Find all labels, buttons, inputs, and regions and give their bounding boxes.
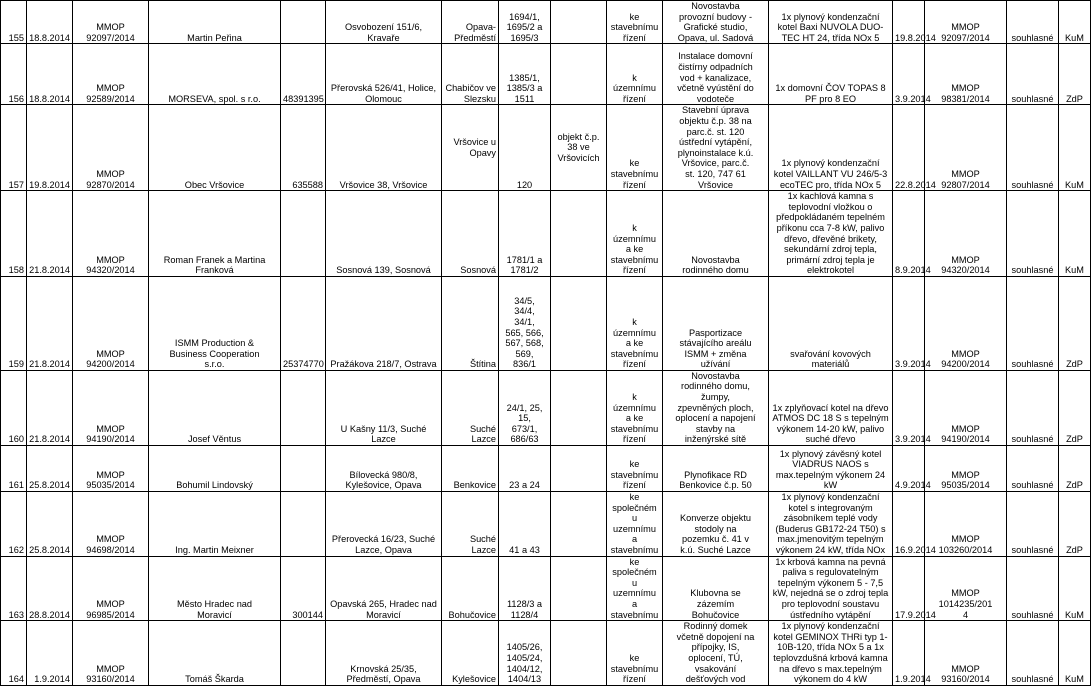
response-reference: MMOP 94320/2014 <box>925 191 1007 277</box>
procedure-type: ke společném u uzemnímu a stavebnímu <box>607 556 663 621</box>
opinion-status: souhlasné <box>1007 446 1059 492</box>
construction-subject: Klubovna se zázemím Bohučovice <box>663 556 769 621</box>
pollution-source: 1x plynový kondenzační kotel GEMINOX THRi typ 1- 10B-120, třída NOx 5 a 1x teplovzdušná krbová kamna na dřevo s max.tepelným výkonem do 4 kW <box>769 621 893 686</box>
opinion-status: souhlasné <box>1007 276 1059 370</box>
company-id: 48391395 <box>281 44 326 105</box>
row-number: 155 <box>1 1 27 44</box>
opinion-status: souhlasné <box>1007 370 1059 445</box>
date-received: 21.8.2014 <box>27 370 73 445</box>
pollution-source: 1x plynový závěsný kotel VIADRUS NAOS s max.tepelným výkonem 24 kW <box>769 446 893 492</box>
parcel-numbers: 1781/1 a 1781/2 <box>499 191 551 277</box>
parcel-numbers: 1128/3 a 1128/4 <box>499 556 551 621</box>
date-issued: 1.9.2014 <box>893 621 925 686</box>
table-row <box>1 1 1091 44</box>
table-row <box>1 621 1091 686</box>
pollution-source: 1x domovní ČOV TOPAS 8 PF pro 8 EO <box>769 44 893 105</box>
response-reference: MMOP 94190/2014 <box>925 370 1007 445</box>
officer-initials: KuM <box>1059 105 1091 191</box>
procedure-type: ke stavebnímu řízení <box>607 105 663 191</box>
date-issued: 3.9.2014 <box>893 276 925 370</box>
construction-subject: Rodinný domek včetně dopojení na přípojky, IS, oplocení, TÚ, vsakování dešťových vod <box>663 621 769 686</box>
table-row <box>1 492 1091 557</box>
table-row <box>1 191 1091 277</box>
response-reference: MMOP 95035/2014 <box>925 446 1007 492</box>
pollution-source: 1x plynový kondenzační kotel Baxi NUVOLA DUO- TEC HT 24, třída NOx 5 <box>769 1 893 44</box>
object-note <box>551 44 607 105</box>
date-received: 21.8.2014 <box>27 191 73 277</box>
object-note <box>551 446 607 492</box>
reference-number: MMOP 96985/2014 <box>73 556 149 621</box>
applicant-address: Krnovská 25/35, Předměstí, Opava <box>326 621 442 686</box>
construction-subject: Stavební úprava objektu č.p. 38 na parc.č. st. 120 ústřední vytápění, plynoinstalace k.ú. Vršovice, parc.č. st. 120, 747 61 Vršovice <box>663 105 769 191</box>
applicant-name: Bohumil Lindovský <box>149 446 281 492</box>
applicant-name: Ing. Martin Meixner <box>149 492 281 557</box>
row-number: 158 <box>1 191 27 277</box>
applicant-address: Bílovecká 980/8, Kylešovice, Opava <box>326 446 442 492</box>
reference-number: MMOP 93160/2014 <box>73 621 149 686</box>
pollution-source: 1x plynový kondenzační kotel VAILLANT VU 246/5-3 ecoTEC pro, třída NOx 5 <box>769 105 893 191</box>
procedure-type: ke stavebnímu řízení <box>607 1 663 44</box>
applicant-name: Roman Franek a Martina Franková <box>149 191 281 277</box>
cadastral-area: Suché Lazce <box>442 492 499 557</box>
reference-number: MMOP 92097/2014 <box>73 1 149 44</box>
construction-subject: Instalace domovní čistírny odpadních vod + kanalizace, včetně vyústění do vodoteče <box>663 44 769 105</box>
cadastral-area: Suché Lazce <box>442 370 499 445</box>
company-id <box>281 191 326 277</box>
response-reference: MMOP 92097/2014 <box>925 1 1007 44</box>
table-row <box>1 105 1091 191</box>
company-id <box>281 446 326 492</box>
date-issued: 3.9.2014 <box>893 44 925 105</box>
date-received: 1.9.2014 <box>27 621 73 686</box>
row-number: 157 <box>1 105 27 191</box>
company-id: 635588 <box>281 105 326 191</box>
date-received: 21.8.2014 <box>27 276 73 370</box>
opinion-status: souhlasné <box>1007 621 1059 686</box>
parcel-numbers: 120 <box>499 105 551 191</box>
applicant-address: Osvobození 151/6, Kravaře <box>326 1 442 44</box>
response-reference: MMOP 98381/2014 <box>925 44 1007 105</box>
row-number: 163 <box>1 556 27 621</box>
object-note <box>551 191 607 277</box>
procedure-type: ke společném u uzemnímu a stavebnímu <box>607 492 663 557</box>
company-id <box>281 370 326 445</box>
opinion-status: souhlasné <box>1007 492 1059 557</box>
officer-initials: ZdP <box>1059 446 1091 492</box>
applicant-address: U Kašny 11/3, Suché Lazce <box>326 370 442 445</box>
company-id <box>281 1 326 44</box>
response-reference: MMOP 93160/2014 <box>925 621 1007 686</box>
opinion-status: souhlasné <box>1007 556 1059 621</box>
date-received: 18.8.2014 <box>27 1 73 44</box>
opinion-status: souhlasné <box>1007 105 1059 191</box>
date-issued: 22.8.2014 <box>893 105 925 191</box>
company-id: 300144 <box>281 556 326 621</box>
applicant-name: MORSEVA, spol. s r.o. <box>149 44 281 105</box>
object-note: objekt č.p. 38 ve Vršovicích <box>551 105 607 191</box>
cadastral-area: Kylešovice <box>442 621 499 686</box>
reference-number: MMOP 94698/2014 <box>73 492 149 557</box>
applicant-name: Josef Věntus <box>149 370 281 445</box>
officer-initials: KuM <box>1059 556 1091 621</box>
opinion-status: souhlasné <box>1007 191 1059 277</box>
parcel-numbers: 24/1, 25, 15, 673/1, 686/63 <box>499 370 551 445</box>
response-reference: MMOP 1014235/201 4 <box>925 556 1007 621</box>
reference-number: MMOP 92870/2014 <box>73 105 149 191</box>
construction-subject: Novostavba rodinného domu, žumpy, zpevněných ploch, oplocení a napojení stavby na inženýrské sítě <box>663 370 769 445</box>
object-note <box>551 556 607 621</box>
date-received: 28.8.2014 <box>27 556 73 621</box>
applicant-name: Obec Vršovice <box>149 105 281 191</box>
officer-initials: KuM <box>1059 1 1091 44</box>
applicant-address: Pražákova 218/7, Ostrava <box>326 276 442 370</box>
row-number: 159 <box>1 276 27 370</box>
applicant-name: ISMM Production & Business Cooperation s.r.o. <box>149 276 281 370</box>
reference-number: MMOP 94200/2014 <box>73 276 149 370</box>
date-issued: 8.9.2014 <box>893 191 925 277</box>
officer-initials: ZdP <box>1059 44 1091 105</box>
date-issued: 19.8.2014 <box>893 1 925 44</box>
table-row <box>1 556 1091 621</box>
cadastral-area: Vršovice u Opavy <box>442 105 499 191</box>
cadastral-area: Sosnová <box>442 191 499 277</box>
procedure-type: ke stavebnímu řízení <box>607 446 663 492</box>
procedure-type: ke stavebnímu řízení <box>607 621 663 686</box>
object-note <box>551 276 607 370</box>
reference-number: MMOP 92589/2014 <box>73 44 149 105</box>
cadastral-area: Štítina <box>442 276 499 370</box>
parcel-numbers: 1694/1, 1695/2 a 1695/3 <box>499 1 551 44</box>
applicant-address: Vršovice 38, Vršovice <box>326 105 442 191</box>
response-reference: MMOP 103260/2014 <box>925 492 1007 557</box>
row-number: 160 <box>1 370 27 445</box>
reference-number: MMOP 94320/2014 <box>73 191 149 277</box>
officer-initials: KuM <box>1059 621 1091 686</box>
parcel-numbers: 41 a 43 <box>499 492 551 557</box>
row-number: 164 <box>1 621 27 686</box>
parcel-numbers: 1405/26, 1405/24, 1404/12, 1404/13 <box>499 621 551 686</box>
officer-initials: KuM <box>1059 191 1091 277</box>
table-row <box>1 370 1091 445</box>
row-number: 162 <box>1 492 27 557</box>
applicant-name: Martin Peřina <box>149 1 281 44</box>
construction-subject: Plynofikace RD Benkovice č.p. 50 <box>663 446 769 492</box>
object-note <box>551 621 607 686</box>
company-id: 25374770 <box>281 276 326 370</box>
opinion-status: souhlasné <box>1007 44 1059 105</box>
officer-initials: ZdP <box>1059 370 1091 445</box>
parcel-numbers: 34/5, 34/4, 34/1, 565, 566, 567, 568, 569, 836/1 <box>499 276 551 370</box>
cadastral-area: Benkovice <box>442 446 499 492</box>
table-row <box>1 446 1091 492</box>
date-received: 19.8.2014 <box>27 105 73 191</box>
company-id <box>281 492 326 557</box>
procedure-type: k územnímu a ke stavebnímu řízení <box>607 276 663 370</box>
pollution-source: 1x zplyňovací kotel na dřevo ATMOS DC 18 S s tepelným výkonem 14-20 kW, palivo suché dřevo <box>769 370 893 445</box>
company-id <box>281 621 326 686</box>
applicant-name: Tomáš Škarda <box>149 621 281 686</box>
response-reference: MMOP 94200/2014 <box>925 276 1007 370</box>
pollution-source: 1x krbová kamna na pevná paliva s regulovatelným tepelným výkonem 5 - 7,5 kW, nejedná se o zdroj tepla pro teplovodní soustavu ústředního vytápění <box>769 556 893 621</box>
officer-initials: ZdP <box>1059 276 1091 370</box>
date-received: 25.8.2014 <box>27 446 73 492</box>
parcel-numbers: 1385/1, 1385/3 a 1511 <box>499 44 551 105</box>
applicant-address: Sosnová 139, Sosnová <box>326 191 442 277</box>
construction-subject: Pasportizace stávajícího areálu ISMM + změna užívání <box>663 276 769 370</box>
applicant-address: Přerovecká 16/23, Suché Lazce, Opava <box>326 492 442 557</box>
date-issued: 3.9.2014 <box>893 370 925 445</box>
pollution-source: svařování kovových materiálů <box>769 276 893 370</box>
object-note <box>551 492 607 557</box>
procedure-type: k územnímu a ke stavebnímu řízení <box>607 370 663 445</box>
cadastral-area: Opava- Předměstí <box>442 1 499 44</box>
date-received: 18.8.2014 <box>27 44 73 105</box>
response-reference: MMOP 92807/2014 <box>925 105 1007 191</box>
object-note <box>551 1 607 44</box>
applicant-address: Přerovská 526/41, Holice, Olomouc <box>326 44 442 105</box>
cadastral-area: Bohučovice <box>442 556 499 621</box>
applicant-address: Opavská 265, Hradec nad Moravicí <box>326 556 442 621</box>
reference-number: MMOP 94190/2014 <box>73 370 149 445</box>
row-number: 156 <box>1 44 27 105</box>
date-issued: 16.9.2014 <box>893 492 925 557</box>
officer-initials: ZdP <box>1059 492 1091 557</box>
parcel-numbers: 23 a 24 <box>499 446 551 492</box>
construction-subject: Novostavba rodinného domu <box>663 191 769 277</box>
date-issued: 4.9.2014 <box>893 446 925 492</box>
construction-subject: Novostavba provozní budovy - Grafické studio, Opava, ul. Sadová <box>663 1 769 44</box>
applicant-name: Město Hradec nad Moravicí <box>149 556 281 621</box>
table-row <box>1 276 1091 370</box>
procedure-type: k územnímu řízení <box>607 44 663 105</box>
opinion-status: souhlasné <box>1007 1 1059 44</box>
construction-subject: Konverze objektu stodoly na pozemku č. 41 v k.ú. Suché Lazce <box>663 492 769 557</box>
pollution-source: 1x plynový kondenzační kotel s integrovaným zásobníkem teplé vody (Buderus GB172-24 T50) s max.jmenovitým tepelným výkonem 24 kW, třída NOx <box>769 492 893 557</box>
table-row <box>1 44 1091 105</box>
cadastral-area: Chabičov ve Slezsku <box>442 44 499 105</box>
object-note <box>551 370 607 445</box>
reference-number: MMOP 95035/2014 <box>73 446 149 492</box>
procedure-type: k územnímu a ke stavebnímu řízení <box>607 191 663 277</box>
date-received: 25.8.2014 <box>27 492 73 557</box>
row-number: 161 <box>1 446 27 492</box>
date-issued: 17.9.2014 <box>893 556 925 621</box>
pollution-source: 1x kachlová kamna s teplovodní vložkou o předpokládaném tepelném příkonu cca 7-8 kW, palivo dřevo, dřevěné brikety, sekundární zdroj tepla, primární zdroj tepla je elektrokotel <box>769 191 893 277</box>
